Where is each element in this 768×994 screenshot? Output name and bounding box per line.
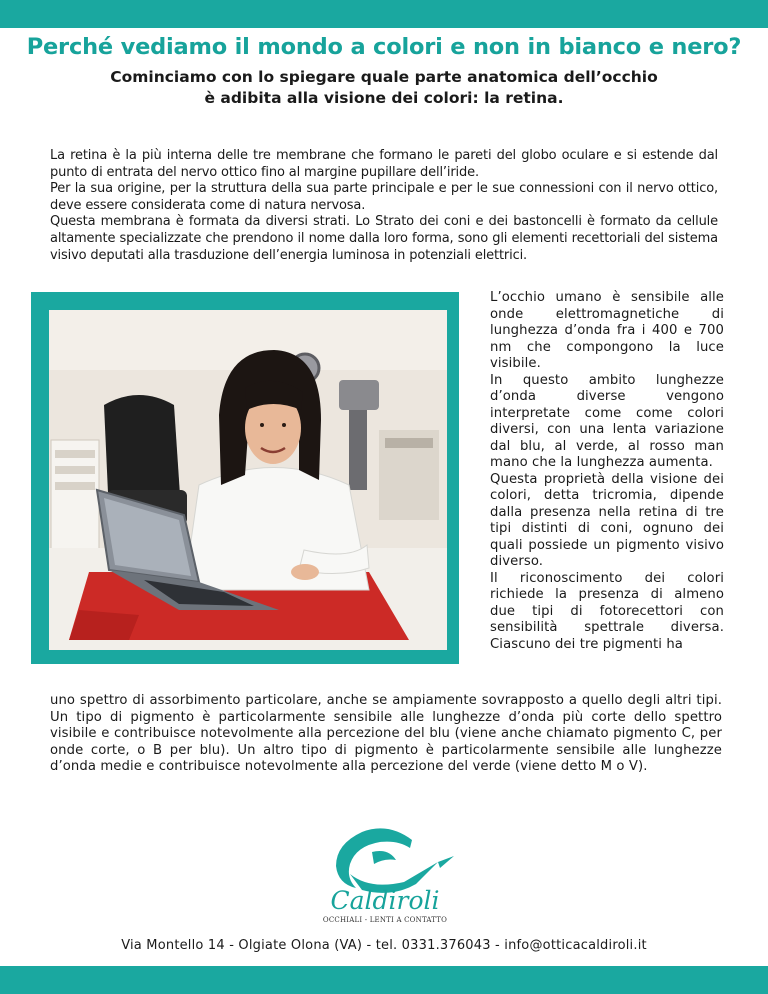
- side-paragraph-4: Il riconoscimento dei colori richiede la presenza di almeno due tipi di fotorecettori con sensibilità spettrale diversa. Ciascuno dei tre pigmenti ha: [490, 570, 724, 652]
- subtitle-line-2: è adibita alla visione dei colori: la retina.: [204, 89, 564, 107]
- contact-footer: Via Montello 14 - Olgiate Olona (VA) - tel. 0331.376043 - info@otticacaldiroli.it: [121, 938, 647, 953]
- side-paragraph-1: L’occhio umano è sensibile alle onde elettromagnetiche di lunghezza d’onda fra i 400 e 700 nm che compongono la luce visibile.: [490, 290, 724, 371]
- side-paragraph-2: In questo ambito lunghezze d’onda diverse vengono interpretate come come colori diversi, con una lenta variazione dal blu, al verde, al rosso man mano che la lunghezza aumenta.: [490, 372, 724, 470]
- intro-text: [50, 148, 718, 264]
- logo-wordmark: Caldiroli: [330, 886, 440, 915]
- intro-paragraph-3: Questa membrana è formata da diversi strati. Lo Strato dei coni e dei bastoncelli è formato da cellule altamente specializzate che prendono il nome dalla loro forma, sono gli elementi recettoriali del sistema visivo deputati alla trasduzione dell’energia luminosa in potenziali elettrici.: [50, 214, 718, 263]
- page-subtitle: [60, 67, 708, 109]
- logo-tagline: OCCHIALI - LENTI A CONTATTO: [322, 916, 448, 924]
- page-title: Perché vediamo il mondo a colori e non in bianco e nero?: [26, 34, 742, 60]
- continuation-paragraph: uno spettro di assorbimento particolare, anche se ampiamente sovrapposto a quello degli altri tipi. Un tipo di pigmento è particolarmente sensibile alle lunghezze d’onda più corte dello spettro visibile e contribuisce notevolmente alla percezione del blu (viene anche chiamato pigmento C, per onde corte, o B per blu). Un altro tipo di pigmento è particolarmente sensibile alle lunghezze d’onda medie e contribuisce notevolmente alla percezione del verde (viene detto M o V).: [50, 693, 722, 774]
- bottom-accent-bar: [0, 966, 768, 994]
- optician-photo: [49, 310, 447, 650]
- top-accent-bar: [0, 0, 768, 28]
- intro-paragraph-2: Per la sua origine, per la struttura della sua parte principale e per le sue connessioni con il nervo ottico, deve essere considerata come di natura nervosa.: [50, 181, 718, 213]
- side-column-text: [490, 290, 724, 653]
- intro-paragraph-1: La retina è la più interna delle tre membrane che formano le pareti del globo oculare e si estende dal punto di entrata del nervo ottico fino al margine pupillare dell’iride.: [50, 148, 718, 180]
- subtitle-line-1: Cominciamo con lo spiegare quale parte anatomica dell’occhio: [110, 68, 658, 86]
- continuation-text: [50, 693, 722, 776]
- side-paragraph-3: Questa proprietà della visione dei colori, detta tricromia, dipende dalla presenza nella retina di tre tipi distinti di coni, ognuno dei quali possiede un pigmento visivo diverso.: [490, 471, 724, 569]
